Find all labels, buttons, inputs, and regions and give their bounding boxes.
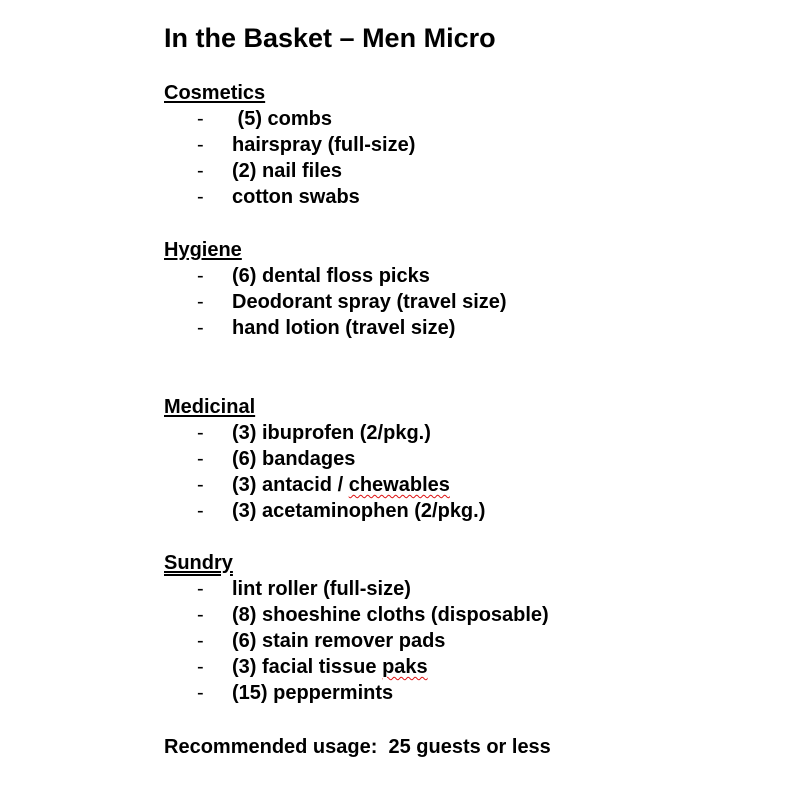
item-text: (3) acetaminophen (2/pkg.) [232,500,486,522]
item-list [164,576,549,706]
list-item [164,420,431,446]
list-item [164,576,411,602]
list-dash: - [197,422,204,444]
list-item [164,680,394,706]
recommended-usage-note: Recommended usage: 25 guests or less [164,736,551,758]
item-text: (2) nail files [232,160,343,182]
list-item [164,289,507,315]
list-dash: - [197,500,204,522]
list-item [164,263,430,289]
list-dash: - [197,108,204,130]
list-item [164,654,428,680]
list-dash: - [197,291,204,313]
item-text [232,472,450,498]
list-dash: - [197,682,204,704]
spellcheck-word: chewables [348,474,450,496]
item-text: (15) peppermints [232,682,394,704]
list-dash: - [197,474,204,496]
list-dash: - [197,265,204,287]
section-heading: Cosmetics [164,82,266,104]
document-title: In the Basket – Men Micro [164,23,496,53]
item-text: lint roller (full-size) [232,578,411,600]
item-text: (6) bandages [232,448,356,470]
list-item [164,132,416,158]
section-sundry [164,550,549,706]
list-dash: - [197,317,204,339]
list-dash: - [197,630,204,652]
list-item [164,446,356,472]
section-cosmetics [164,80,416,210]
item-list [164,106,416,210]
section-heading: Medicinal [164,396,256,418]
item-list [164,263,507,341]
item-text-part: (3) antacid / [232,474,349,496]
list-dash: - [197,134,204,156]
section-hygiene [164,237,507,341]
list-dash: - [197,160,204,182]
item-text: (3) ibuprofen (2/pkg.) [232,422,431,444]
item-text: (6) dental floss picks [232,265,430,287]
list-item [164,628,446,654]
section-medicinal [164,394,486,524]
section-heading: Sundry [164,552,233,574]
spellcheck-word: paks [382,656,428,678]
list-dash: - [197,656,204,678]
list-item [164,472,450,498]
list-dash: - [197,578,204,600]
item-text: (5) combs [232,108,333,130]
list-dash: - [197,448,204,470]
item-list [164,420,486,524]
item-text: hand lotion (travel size) [232,317,456,339]
list-item [164,106,333,132]
item-text [232,654,428,680]
item-text: (6) stain remover pads [232,630,446,652]
list-item [164,158,343,184]
list-item [164,498,486,524]
item-text: cotton swabs [232,186,360,208]
list-dash: - [197,186,204,208]
item-text-part: (3) facial tissue [232,656,383,678]
list-item [164,184,360,210]
section-heading: Hygiene [164,239,242,261]
list-item [164,315,456,341]
item-text: hairspray (full-size) [232,134,416,156]
list-dash: - [197,604,204,626]
item-text: Deodorant spray (travel size) [232,291,507,313]
list-item [164,602,549,628]
item-text: (8) shoeshine cloths (disposable) [232,604,549,626]
